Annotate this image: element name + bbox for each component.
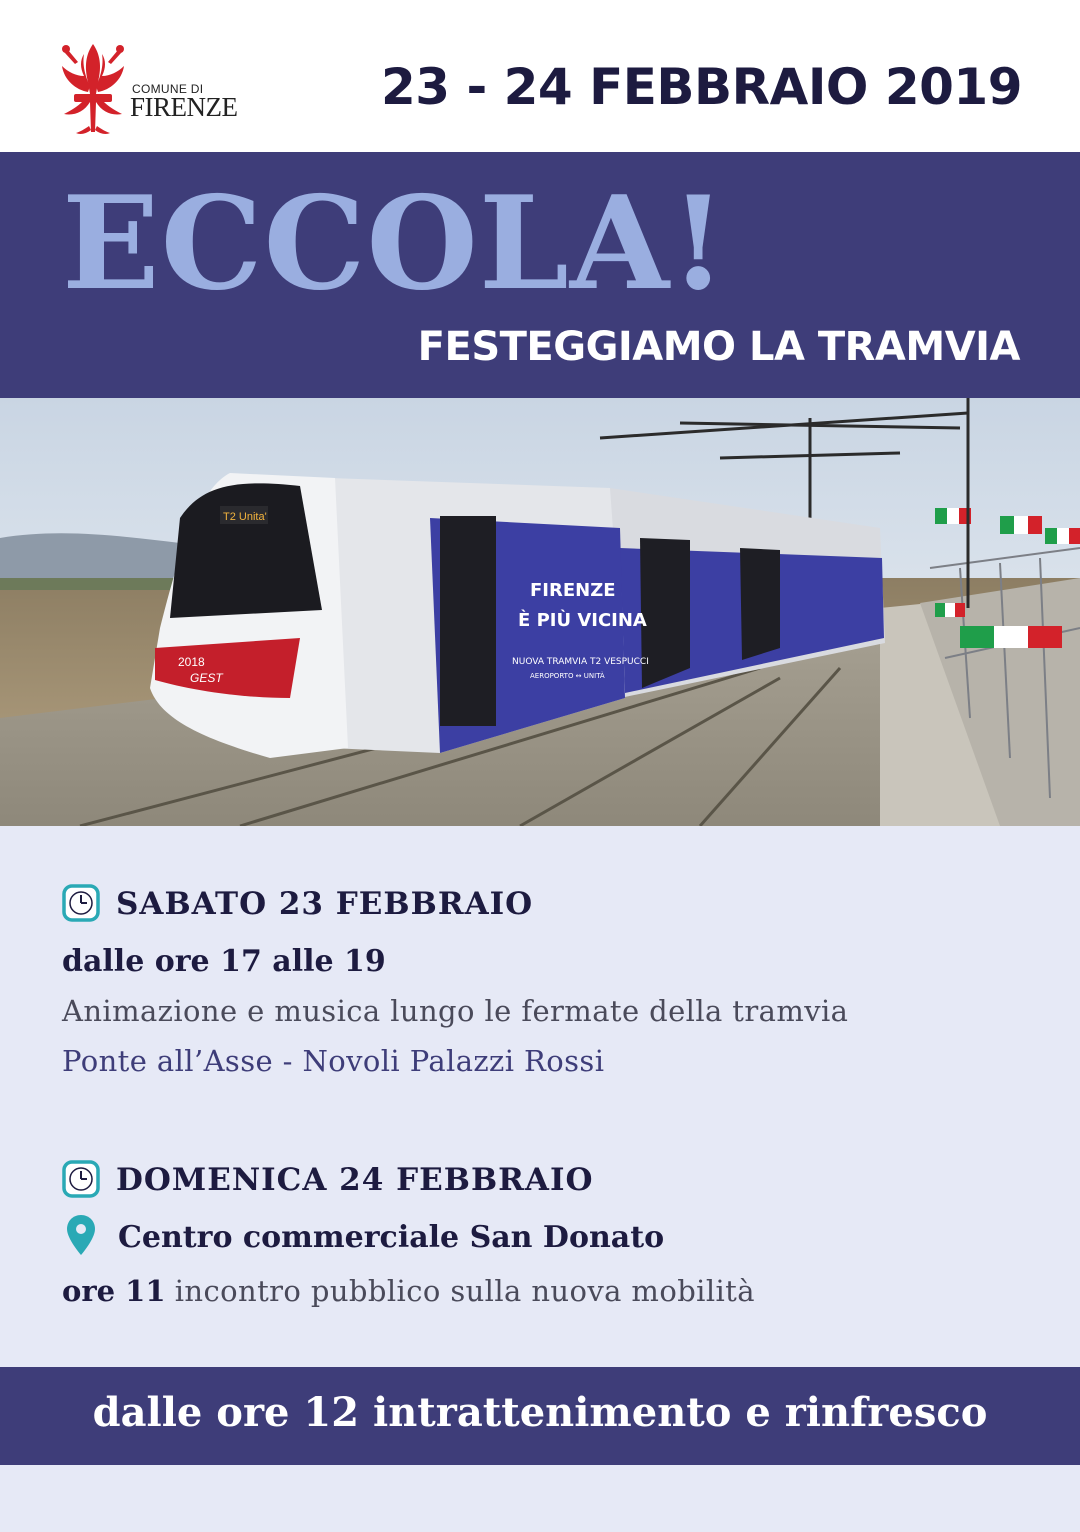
event-dates: 23 - 24 FEBBRAIO 2019	[380, 58, 1022, 116]
entertainment-note: dalle ore 12 intrattenimento e rinfresco	[92, 1389, 988, 1436]
sunday-description: incontro pubblico sulla nuova mobilità	[174, 1274, 755, 1308]
logo-line-1: COMUNE DI	[132, 82, 204, 96]
bottom-band	[0, 1367, 1080, 1465]
logo-line-2: FIRENZE	[130, 92, 238, 122]
saturday-day: SABATO 23 FEBBRAIO	[116, 886, 534, 922]
subtitle: FESTEGGIAMO LA TRAMVIA	[417, 324, 1020, 370]
headline: ECCOLA!	[62, 169, 728, 319]
comune-di-firenze-logo	[58, 42, 258, 137]
sunday-schedule	[62, 1274, 755, 1308]
clock-icon	[62, 1160, 100, 1198]
sunday-day: DOMENICA 24 FEBBRAIO	[116, 1162, 594, 1198]
tram-brand: GEST	[190, 671, 223, 685]
tram-side-text-4: AEROPORTO ↔ UNITÀ	[530, 672, 605, 680]
saturday-time: dalle ore 17 alle 19	[62, 944, 386, 979]
tram-destination-sign: T2 Unita'	[223, 511, 267, 523]
title-band	[0, 152, 1080, 398]
tram-number: 2018	[178, 655, 205, 669]
tram-side-text-3: NUOVA TRAMVIA T2 VESPUCCI	[512, 657, 649, 667]
clock-icon	[62, 884, 100, 922]
tram-side-text-1: FIRENZE	[530, 580, 616, 601]
florence-lily-icon	[58, 42, 128, 137]
map-pin-icon	[66, 1214, 96, 1256]
tram-photo	[0, 398, 1080, 826]
sunday-location: Centro commerciale San Donato	[118, 1220, 665, 1255]
tram-side-text-2: È PIÙ VICINA	[518, 610, 647, 631]
saturday-stops: Ponte all’Asse - Novoli Palazzi Rossi	[62, 1044, 605, 1078]
tram-illustration	[0, 398, 1080, 826]
header	[0, 0, 1080, 152]
saturday-description: Animazione e musica lungo le fermate della tramvia	[62, 994, 849, 1028]
footer-strip	[0, 1465, 1080, 1532]
events-section	[0, 826, 1080, 1367]
sunday-time: ore 11	[62, 1274, 166, 1308]
